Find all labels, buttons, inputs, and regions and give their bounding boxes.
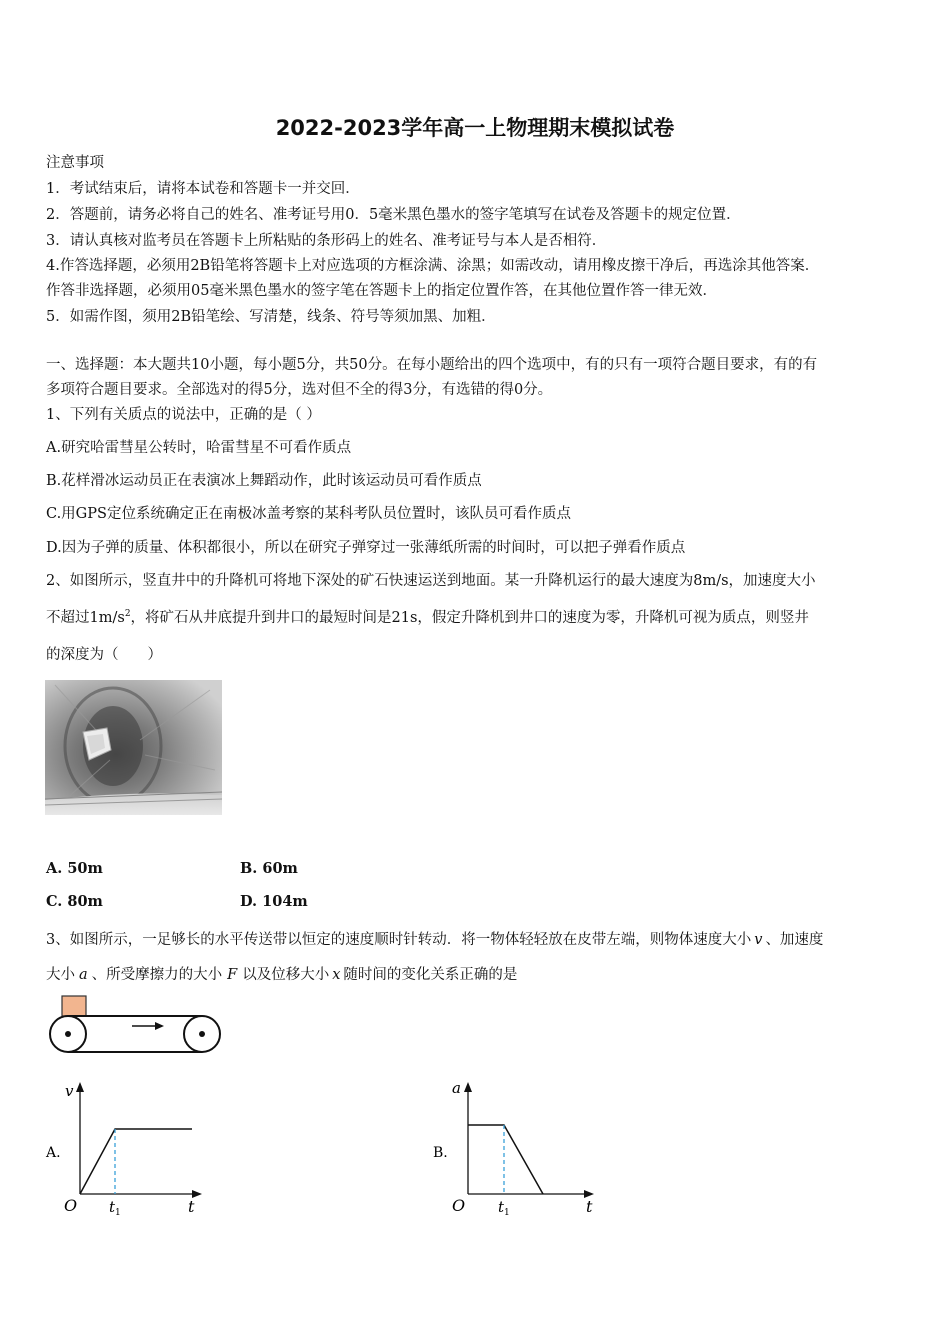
graph-a-origin: O [64, 1196, 78, 1215]
q1-option-a: A.研究哈雷彗星公转时，哈雷彗星不可看作质点 [46, 440, 352, 456]
q2-option-d: D. 104m [240, 893, 308, 910]
graph-b-t1: $t_1$ [498, 1198, 510, 1218]
graph-b-curve [468, 1125, 543, 1194]
graph-b-label: B. [433, 1145, 448, 1161]
graph-a-curve [80, 1129, 192, 1194]
q3-line2b: 、所受摩擦力的大小 [91, 967, 223, 983]
q2-line2b: ，将矿石从井底提升到井口的最短时间是21s，假定升降机到井口的速度为零，升降机可视为质点，则竖井 [130, 610, 809, 626]
notice-item-5: 5．如需作图，须用2B铅笔绘、写清楚，线条、符号等须加黑、加粗． [46, 309, 496, 325]
q2-line1: 2、如图所示，竖直井中的升降机可将地下深处的矿石快速运送到地面。某一升降机运行的最大速度为8m/s，加速度大小 [46, 573, 816, 589]
graph-b [430, 1076, 610, 1221]
q3-line2d: 随时间的变化关系正确的是 [343, 967, 518, 983]
q3-var-f: F [227, 967, 238, 983]
conveyor-belt-diagram [40, 992, 230, 1057]
section1-line2: 多项符合题目要求。全部选对的得5分，选对但不全的得3分，有选错的得0分。 [46, 382, 553, 398]
mine-shaft-photo [45, 680, 222, 815]
graph-a-y-label: v [65, 1082, 74, 1100]
q2-line3: 的深度为（ ） [46, 647, 162, 663]
page-title: 2022-2023学年高一上物理期末模拟试卷 [275, 116, 675, 140]
q3-line1b: 、加速度 [765, 932, 824, 948]
q3-var-v: v [754, 932, 763, 948]
q3-var-a: a [79, 967, 88, 983]
q3-line1a: 3、如图所示，一足够长的水平传送带以恒定的速度顺时针转动．将一物体轻轻放在皮带左端，则物体速度大小 [46, 932, 752, 948]
q3-line2 [46, 963, 517, 984]
q1-option-c: C.用GPS定位系统确定正在南极冰盖考察的某科考队员位置时，该队员可看作质点 [46, 506, 571, 522]
graph-a-label: A. [46, 1145, 61, 1161]
graph-b-y-label: a [452, 1079, 461, 1097]
q1-option-d: D.因为子弹的质量、体积都很小，所以在研究子弹穿过一张薄纸所需的时间时，可以把子弹看作质点 [46, 540, 686, 556]
notice-item-4: 4.作答选择题，必须用2B铅笔将答题卡上对应选项的方框涂满、涂黑；如需改动，请用橡皮擦干净后，再选涂其他答案． [46, 258, 820, 274]
q2-line2 [46, 606, 809, 627]
graph-a-t1: $t_1$ [109, 1198, 121, 1218]
notice-item-4b: 作答非选择题，必须用05毫米黑色墨水的签字笔在答题卡上的指定位置作答，在其他位置作答一律无效． [46, 283, 717, 299]
q2-option-c: C. 80m [46, 893, 103, 910]
q3-line2c: 以及位移大小 [242, 967, 330, 983]
q2-option-b: B. 60m [240, 860, 298, 877]
q2-option-a: A. 50m [46, 860, 103, 877]
graph-a [40, 1076, 220, 1221]
conveyor-block [62, 996, 86, 1016]
q3-line1 [46, 928, 823, 949]
q3-var-x: x [332, 967, 341, 983]
section1-line1: 一、选择题：本大题共10小题，每小题5分，共50分。在每小题给出的四个选项中，有的只有一项符合题目要求，有的有 [46, 357, 818, 373]
q1-option-b: B.花样滑冰运动员正在表演冰上舞蹈动作，此时该运动员可看作质点 [46, 473, 482, 489]
notice-heading: 注意事项 [46, 155, 104, 171]
q2-line2a: 不超过1m/s [46, 610, 125, 626]
graph-b-x-label: t [586, 1197, 593, 1216]
notice-item-3: 3．请认真核对监考员在答题卡上所粘贴的条形码上的姓名、准考证号与本人是否相符． [46, 233, 607, 249]
q2-line2-sup: 2 [124, 609, 131, 620]
graph-a-x-label: t [188, 1197, 195, 1216]
q1-stem: 1、下列有关质点的说法中，正确的是（ ） [46, 407, 321, 423]
q3-line2a: 大小 [46, 967, 75, 983]
notice-item-2: 2．答题前，请务必将自己的姓名、准考证号用0．5毫米黑色墨水的签字笔填写在试卷及答题卡的规定位置． [46, 207, 741, 223]
notice-item-1: 1．考试结束后，请将本试卷和答题卡一并交回． [46, 181, 360, 197]
graph-b-origin: O [452, 1196, 466, 1215]
